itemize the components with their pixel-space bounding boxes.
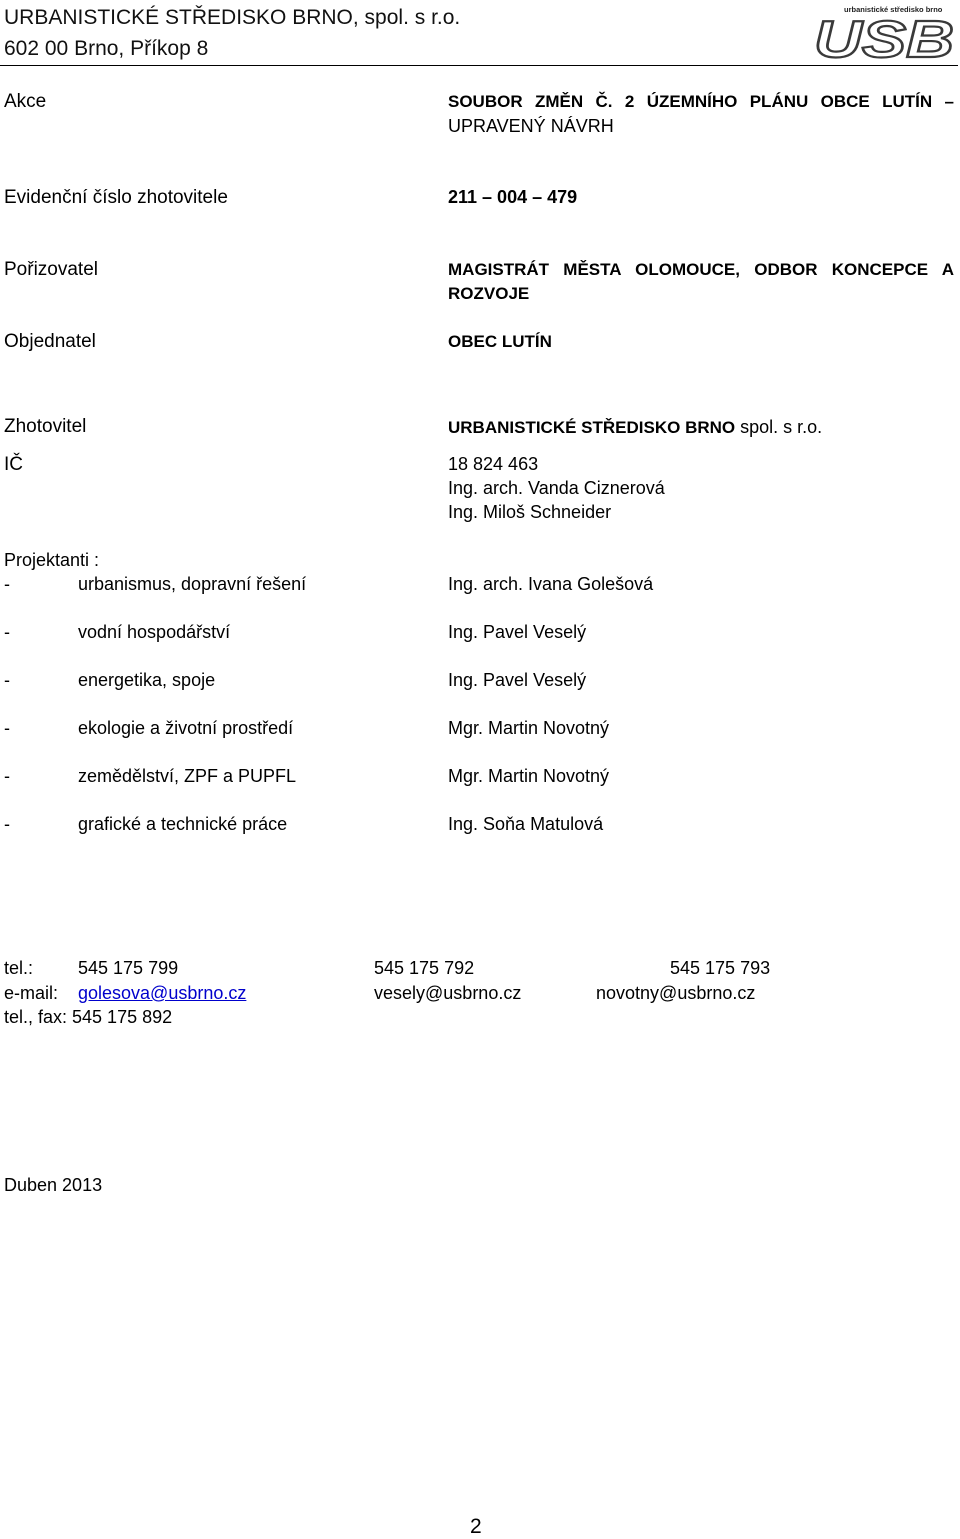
projektant-person: Ing. arch. Ivana Golešová <box>448 574 654 594</box>
projektant-dash: - <box>4 766 10 786</box>
usb-logo <box>812 3 958 61</box>
company-address: 602 00 Brno, Příkop 8 <box>4 37 209 60</box>
tel-novotny: 545 175 793 <box>670 958 771 978</box>
email-label: e-mail: <box>4 983 59 1003</box>
projektant-dash: - <box>4 622 10 642</box>
ic-label: IČ <box>4 454 23 475</box>
projektant-dash: - <box>4 574 10 594</box>
zhotovitel-name: URBANISTICKÉ STŘEDISKO BRNO <box>448 418 736 437</box>
document-date: Duben 2013 <box>4 1175 103 1195</box>
logo-letters: USB <box>814 11 954 61</box>
projektant-person: Ing. Pavel Veselý <box>448 670 587 690</box>
porizovatel-line2: ROZVOJE <box>448 284 530 303</box>
projektant-field: energetika, spoje <box>78 670 216 690</box>
projektant-field: ekologie a životní prostředí <box>78 718 294 738</box>
email-novotny: novotny@usbrno.cz <box>596 983 756 1003</box>
zhotovitel-label: Zhotovitel <box>4 416 87 437</box>
objednatel-label: Objednatel <box>4 331 96 352</box>
akce-subtitle: UPRAVENÝ NÁVRH <box>448 116 614 136</box>
projektant-person: Ing. Pavel Veselý <box>448 622 587 642</box>
projektant-dash: - <box>4 718 10 738</box>
page-number: 2 <box>470 1515 482 1538</box>
evidencni-label: Evidenční číslo zhotovitele <box>4 187 228 208</box>
projektant-field: urbanismus, dopravní řešení <box>78 574 307 594</box>
akce-title: SOUBOR ZMĚN Č. 2 ÚZEMNÍHO PLÁNU OBCE LUTÍN – <box>448 92 954 111</box>
porizovatel-line1: MAGISTRÁT MĚSTA OLOMOUCE, ODBOR KONCEPCE A <box>448 260 954 279</box>
projektant-field: zemědělství, ZPF a PUPFL <box>78 766 297 786</box>
projektant-field: grafické a technické práce <box>78 814 288 834</box>
header-divider <box>0 65 958 66</box>
projektant-person: Mgr. Martin Novotný <box>448 718 610 738</box>
logo-caption: urbanistické středisko brno <box>844 5 943 14</box>
email-vesely: vesely@usbrno.cz <box>374 983 522 1003</box>
ic-person-2: Ing. Miloš Schneider <box>448 502 612 522</box>
projektant-dash: - <box>4 814 10 834</box>
projektant-field: vodní hospodářství <box>78 622 231 642</box>
zhotovitel-value <box>448 417 822 438</box>
evidencni-value: 211 – 004 – 479 <box>448 187 578 207</box>
company-name: URBANISTICKÉ STŘEDISKO BRNO, spol. s r.o. <box>4 6 461 29</box>
tel-vesely: 545 175 792 <box>374 958 475 978</box>
fax-line: tel., fax: 545 175 892 <box>4 1007 173 1027</box>
projektant-person: Ing. Soňa Matulová <box>448 814 604 834</box>
tel-golesova: 545 175 799 <box>78 958 179 978</box>
akce-label: Akce <box>4 91 47 112</box>
projektant-dash: - <box>4 670 10 690</box>
ic-value: 18 824 463 <box>448 454 539 474</box>
tel-label: tel.: <box>4 958 34 978</box>
email-golesova-link[interactable]: golesova@usbrno.cz <box>78 983 247 1003</box>
objednatel-value: OBEC LUTÍN <box>448 332 552 351</box>
projektant-person: Mgr. Martin Novotný <box>448 766 610 786</box>
projektanti-title: Projektanti : <box>4 550 100 570</box>
ic-person-1: Ing. arch. Vanda Ciznerová <box>448 478 665 498</box>
zhotovitel-suffix: spol. s r.o. <box>735 417 823 437</box>
porizovatel-label: Pořizovatel <box>4 259 98 280</box>
